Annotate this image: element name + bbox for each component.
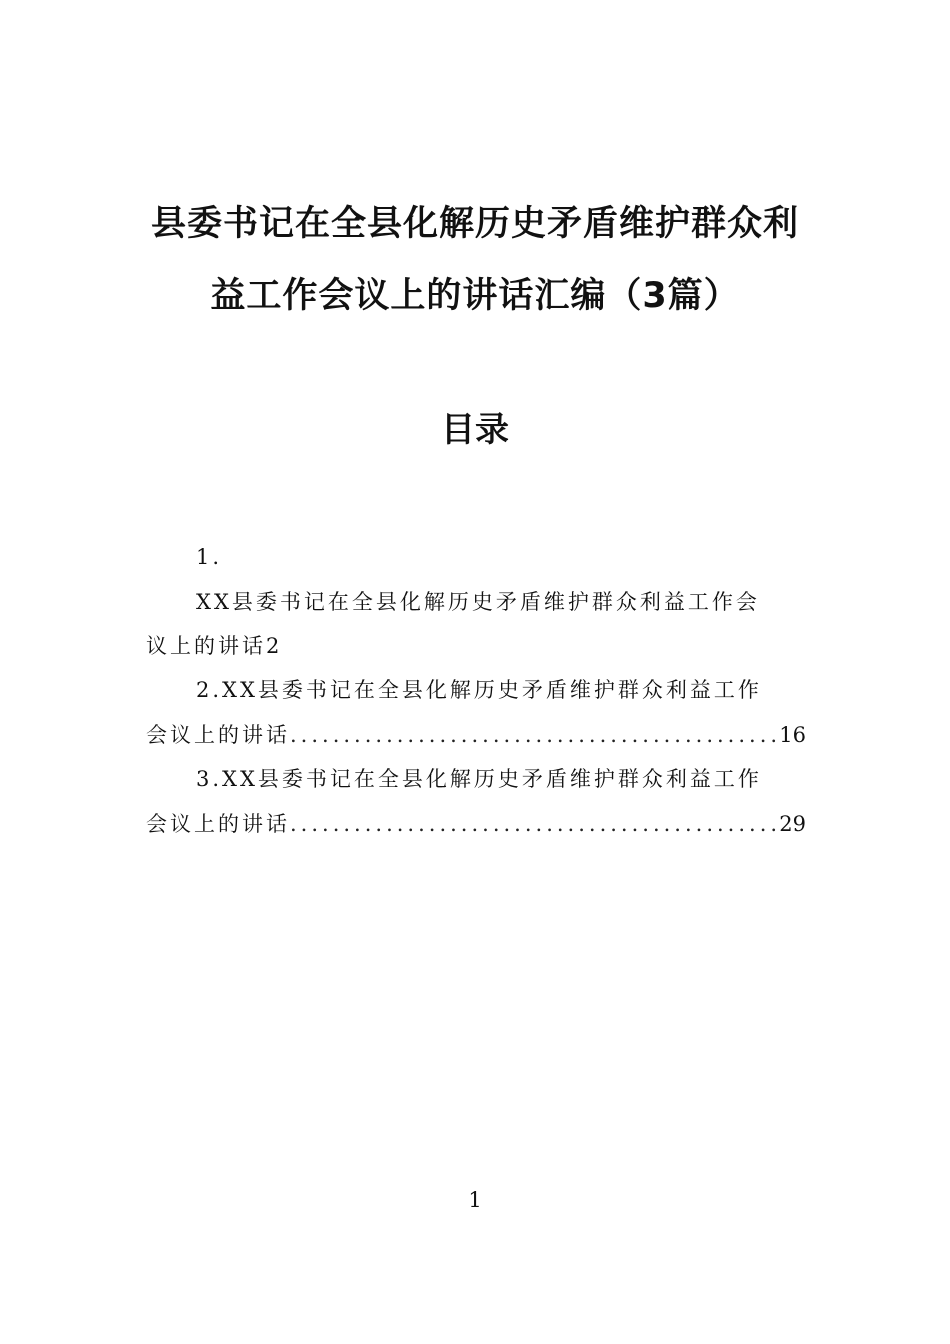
- document-title-line-2: 益工作会议上的讲话汇编（3篇）: [210, 276, 740, 316]
- toc-entry-2-title-line-2[interactable]: [146, 721, 806, 749]
- toc-entry-1-title-line-2[interactable]: 议上的讲话2: [146, 634, 283, 658]
- toc-entry-2-title-end: 会议上的讲话: [146, 723, 290, 747]
- toc-entry-3-title-line-1[interactable]: 3.XX县委书记在全县化解历史矛盾维护群众利益工作: [196, 767, 762, 791]
- page-number: 1: [468, 1188, 482, 1212]
- toc-entry-3-title-line-2[interactable]: [146, 810, 806, 838]
- toc-entry-1-number[interactable]: 1.: [196, 545, 223, 569]
- toc-entry-1-title-line-1[interactable]: XX县委书记在全县化解历史矛盾维护群众利益工作会: [196, 590, 760, 614]
- toc-entry-2-title-line-1[interactable]: 2.XX县委书记在全县化解历史矛盾维护群众利益工作: [196, 678, 762, 702]
- toc-heading: 目录: [441, 410, 509, 450]
- toc-entry-2-page-number: 16: [779, 723, 806, 747]
- toc-entry-3-title-end: 会议上的讲话: [146, 812, 290, 836]
- document-title-line-1: 县委书记在全县化解历史矛盾维护群众利: [150, 204, 799, 244]
- toc-entry-2-leader-dots: [290, 721, 777, 749]
- toc-entry-3-page-number: 29: [779, 812, 806, 836]
- toc-entry-3-leader-dots: [290, 810, 777, 838]
